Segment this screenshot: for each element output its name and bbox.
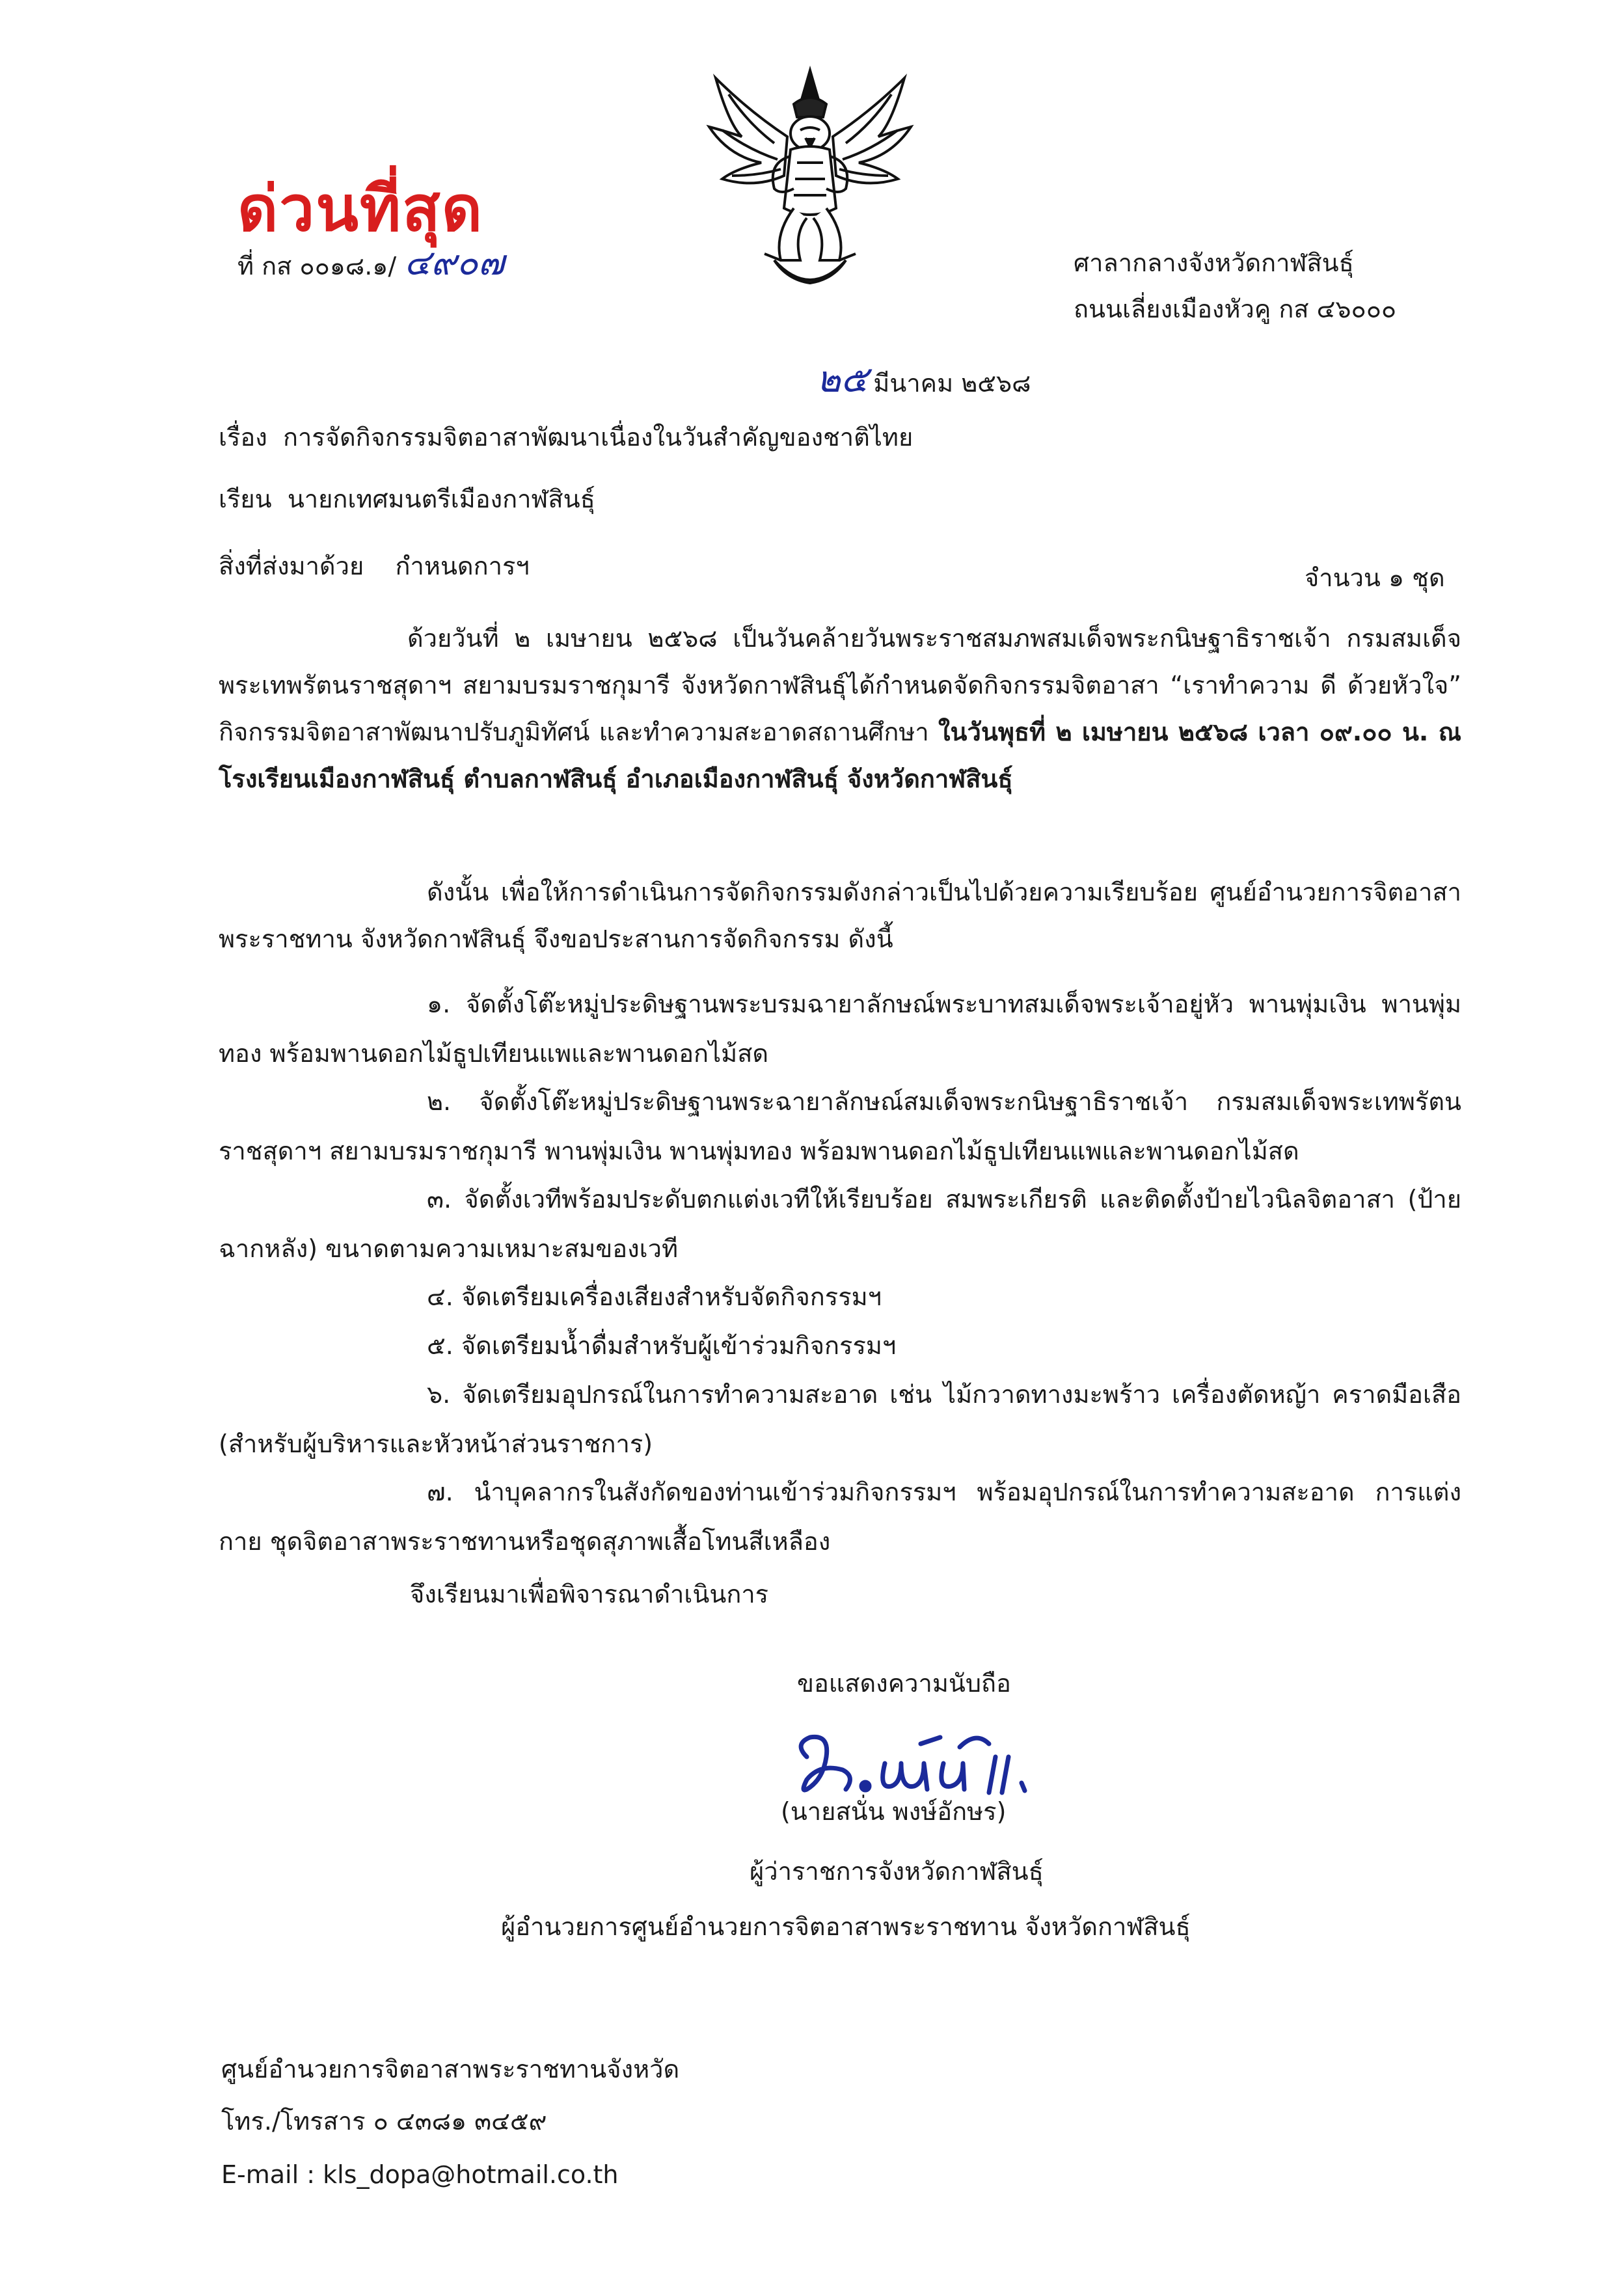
item-6-text: ๖. จัดเตรียมอุปกรณ์ในการทำความสะอาด เช่น ไม้กวาดทางมะพร้าว เครื่องตัดหญ้า คราดมือเสือ (สำหรับผู้บริหารและหัวหน้าส่วนราชการ) [219, 1380, 1461, 1458]
body-paragraph-1 [219, 615, 1461, 802]
list-item [219, 1321, 1461, 1370]
subject-text: การจัดกิจกรรมจิตอาสาพัฒนาเนื่องในวันสำคัญของชาติไทย [282, 423, 914, 452]
item-3-text: ๓. จัดตั้งเวทีพร้อมประดับตกแต่งเวทีให้เรียบร้อย สมพระเกียรติ และติดตั้งป้ายไวนิลจิตอาสา (ป้ายฉากหลัง) ขนาดตามความเหมาะสมของเวที [219, 1185, 1461, 1263]
recipient-text: นายกเทศมนตรีเมืองกาฬสินธุ์ [287, 485, 595, 513]
signer-name: (นายสนั่น พงษ์อักษร) [781, 1797, 1007, 1826]
date-month-year: มีนาคม ๒๕๖๘ [873, 369, 1031, 398]
garuda-emblem-icon [703, 65, 917, 299]
recipient-label: เรียน [219, 485, 272, 513]
regards-text: ขอแสดงความนับถือ [797, 1669, 1011, 1698]
list-item [219, 1174, 1461, 1273]
closing-sentence: จึงเรียนมาเพื่อพิจารณาดำเนินการ [410, 1580, 769, 1608]
item-7-text: ๗. นำบุคลากรในสังกัดของท่านเข้าร่วมกิจกรรมฯ พร้อมอุปกรณ์ในการทำความสะอาด การแต่งกาย ชุดจิตอาสาพระราชทานหรือชุดสุภาพเสื้อโทนสีเหลือง [219, 1478, 1461, 1556]
enclosure-text: กำหนดการฯ [395, 552, 530, 580]
doc-number-prefix: ที่ กส ๐๐๑๘.๑/ [237, 252, 397, 280]
signer-position-2: ผู้อำนวยการศูนย์อำนวยการจิตอาสาพระราชทาน จังหวัดกาฬสินธุ์ [501, 1912, 1191, 1941]
para2-text: ดังนั้น เพื่อให้การดำเนินการจัดกิจกรรมดังกล่าวเป็นไปด้วยความเรียบร้อย ศูนย์อำนวยการจิตอาสาพระราชทาน จังหวัดกาฬสินธุ์ จึงขอประสานการจัดกิจกรรม ดังนี้ [219, 878, 1461, 953]
doc-number-handwritten: ๔๙๐๗ [404, 242, 505, 283]
subject-label: เรื่อง [219, 423, 267, 452]
list-item [219, 1272, 1461, 1322]
office-address: ถนนเลี่ยงเมืองหัวคู กส ๔๖๐๐๐ [1074, 295, 1397, 323]
enclosure-count: จำนวน ๑ ชุด [1305, 563, 1445, 592]
footer-email: E-mail : kls_dopa@hotmail.co.th [221, 2160, 619, 2189]
signer-position-1: ผู้ว่าราชการจังหวัดกาฬสินธุ์ [750, 1857, 1044, 1886]
letter-date [817, 358, 1031, 401]
list-item [219, 1370, 1461, 1469]
document-number [237, 242, 504, 284]
footer-phone: โทร./โทรสาร ๐ ๔๓๘๑ ๓๔๕๙ [221, 2107, 547, 2136]
urgency-stamp: ด่วนที่สุด [237, 172, 484, 245]
issuing-office: ศาลากลางจังหวัดกาฬสินธุ์ [1074, 249, 1354, 277]
enclosure-line [219, 552, 530, 582]
item-5-text: ๕. จัดเตรียมน้ำดื่มสำหรับผู้เข้าร่วมกิจกรรมฯ [427, 1331, 897, 1360]
date-day-handwritten: ๒๕ [817, 359, 869, 401]
para1-text: ด้วยวันที่ ๒ เมษายน ๒๕๖๘ เป็นวันคล้ายวันพระราชสมภพสมเด็จพระกนิษฐาธิราชเจ้า กรมสมเด็จพระเทพรัตนราชสุดาฯ สยามบรมราชกุมารี จังหวัดกาฬสินธุ์ได้กำหนดจัดกิจกรรมจิตอาสา “เราทำความ ดี ด้วยหัวใจ” กิจกรรมจิตอาสาพัฒนาปรับภูมิทัศน์ และทำความสะอาดสถานศึกษา [219, 624, 1461, 746]
item-2-text: ๒. จัดตั้งโต๊ะหมู่ประดิษฐานพระฉายาลักษณ์สมเด็จพระกนิษฐาธิราชเจ้า กรมสมเด็จพระเทพรัตนราชสุดาฯ สยามบรมราชกุมารี พานพุ่มเงิน พานพุ่มทอง พร้อมพานดอกไม้ธูปเทียนแพและพานดอกไม้สด [219, 1087, 1461, 1165]
list-item [219, 979, 1461, 1078]
list-item [219, 1077, 1461, 1176]
footer-office: ศูนย์อำนวยการจิตอาสาพระราชทานจังหวัด [221, 2055, 680, 2083]
body-paragraph-2 [219, 869, 1461, 962]
subject-line [219, 423, 913, 453]
item-4-text: ๔. จัดเตรียมเครื่องเสียงสำหรับจัดกิจกรรมฯ [427, 1282, 882, 1311]
list-item [219, 1467, 1461, 1566]
enclosure-label: สิ่งที่ส่งมาด้วย [219, 552, 364, 580]
item-1-text: ๑. จัดตั้งโต๊ะหมู่ประดิษฐานพระบรมฉายาลักษณ์พระบาทสมเด็จพระเจ้าอยู่หัว พานพุ่มเงิน พานพุ่มทอง พร้อมพานดอกไม้ธูปเทียนแพและพานดอกไม้สด [219, 990, 1461, 1068]
recipient-line [219, 485, 595, 515]
para1-bold-text: ในวันพุธที่ ๒ เมษายน ๒๕๖๘ เวลา ๐๙.๐๐ น. ณ โรงเรียนเมืองกาฬสินธุ์ ตำบลกาฬสินธุ์ อำเภอเมืองกาฬสินธุ์ จังหวัดกาฬสินธุ์ [219, 718, 1461, 793]
